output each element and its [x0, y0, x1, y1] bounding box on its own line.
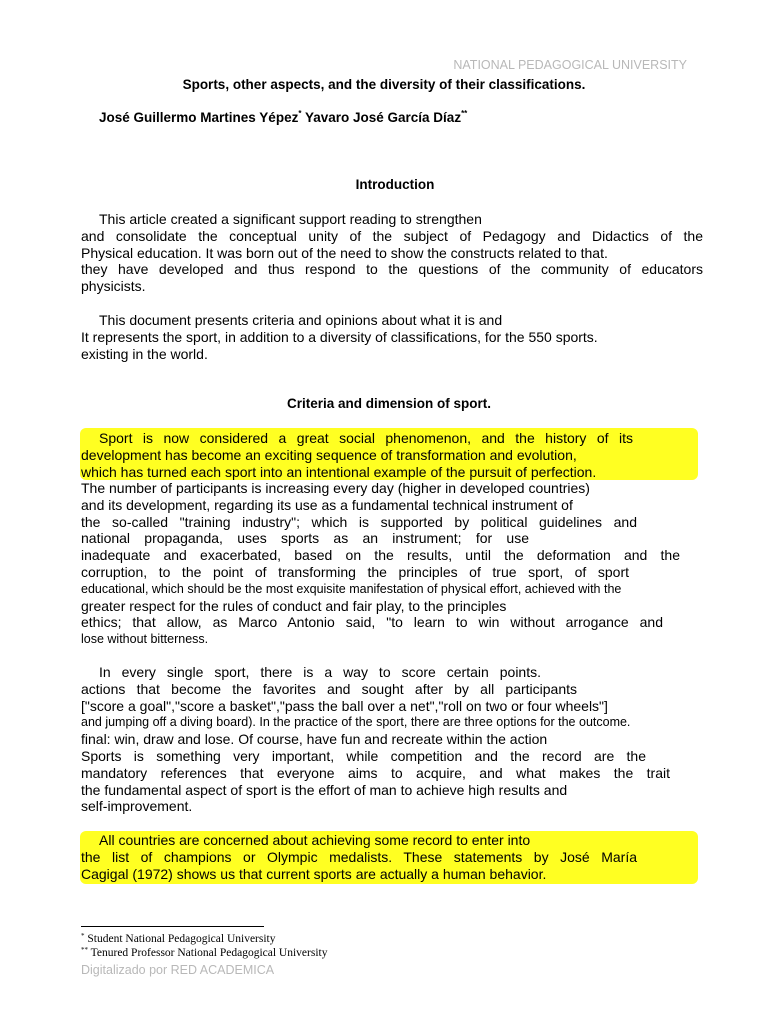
criteria-paragraph-2: [81, 664, 703, 815]
author-2: Yavaro José García Díaz: [304, 110, 462, 125]
intro-heading: Introduction: [355, 177, 435, 192]
footnote-2-mark: **: [81, 946, 88, 954]
text-line: the list of champions or Olympic medalists. These statements by José María: [81, 848, 637, 865]
page-footer: Digitalizado por RED ACADEMICA: [81, 963, 275, 977]
text-line: Sports is something very important, while competition and the record are the: [81, 747, 646, 764]
text-line: existing in the world.: [81, 345, 208, 362]
text-line: [81, 329, 657, 346]
text-line: and consolidate the conceptual unity of the subject of Pedagogy and Didactics of the: [81, 227, 703, 244]
text-line: educational, which should be the most exquisite manifestation of physical effort, achieved with the: [81, 581, 622, 596]
footnote-2-text: Tenured Professor National Pedagogical University: [90, 947, 328, 959]
text-line: This article created a significant support reading to strengthen: [99, 211, 482, 227]
intro-paragraph-2: [81, 312, 703, 362]
footnote-1-mark: *: [81, 932, 85, 940]
text-line: actions that become the favorites and sought after by all participants: [81, 680, 577, 697]
paper-title: Sports, other aspects, and the diversity of their classifications.: [182, 77, 586, 92]
text-line: the so-called "training industry"; which is supported by political guidelines and: [81, 513, 637, 530]
text-line-span: It represents the sport, in addition to a diversity of classifications, for the 550 sports.: [81, 328, 598, 345]
text-line: greater respect for the rules of conduct and fair play, to the principles: [81, 597, 507, 614]
text-line: which has turned each sport into an intentional example of the pursuit of perfection.: [81, 463, 597, 480]
text-line: inadequate and exacerbated, based on the results, until the deformation and the: [81, 547, 680, 564]
author-line: [99, 109, 467, 125]
text-line: Sport is now considered a great social phenomenon, and the history of its: [99, 430, 633, 446]
intro-paragraph-1: [81, 211, 703, 295]
footnote-2: [81, 946, 327, 959]
text-line: final: win, draw and lose. Of course, have fun and recreate within the action: [81, 731, 548, 748]
footnote-divider: [81, 926, 264, 927]
text-line: Physical education. It was born out of the need to show the constructs related to that.: [81, 244, 608, 261]
criteria-heading: Criteria and dimension of sport.: [286, 396, 492, 411]
text-line: self-improvement.: [81, 798, 193, 815]
text-line: corruption, to the point of transforming the principles of true sport, of sport: [81, 563, 629, 580]
text-line: ["score a goal","score a basket","pass the ball over a net","roll on two or four wheels"]: [81, 697, 608, 714]
text-line: national propaganda, uses sports as an instrument; for use: [81, 530, 529, 547]
text-line: and its development, regarding its use as a fundamental technical instrument of: [81, 496, 573, 513]
text-line: This document presents criteria and opinions about what it is and: [99, 312, 503, 328]
text-line: All countries are concerned about achieving some record to enter into: [99, 832, 531, 848]
text-line: ethics; that allow, as Marco Antonio said, "to learn to win without arrogance and: [81, 614, 663, 631]
page-header: NATIONAL PEDAGOGICAL UNIVERSITY: [453, 58, 687, 72]
text-line: they have developed and thus respond to the questions of the community of educators: [81, 261, 703, 278]
footnote-1-text: Student National Pedagogical University: [87, 933, 276, 945]
author-2-mark: **: [461, 109, 468, 118]
author-1-mark: *: [298, 109, 302, 118]
criteria-paragraph-1: [81, 480, 703, 648]
text-line: mandatory references that everyone aims to acquire, and what makes the trait: [81, 764, 670, 781]
criteria-paragraph-3-highlighted: [81, 832, 637, 882]
text-line: and jumping off a diving board). In the practice of the sport, there are three options for the outcome.: [81, 715, 631, 730]
criteria-paragraph-1-highlighted: [81, 430, 633, 480]
text-line: Cagigal (1972) shows us that current sports are actually a human behavior.: [81, 865, 547, 882]
text-line: The number of participants is increasing every day (higher in developed countries): [81, 480, 590, 496]
text-line: the fundamental aspect of sport is the effort of man to achieve high results and: [81, 781, 568, 798]
text-line: In every single sport, there is a way to score certain points.: [99, 664, 541, 680]
text-line: development has become an exciting sequence of transformation and evolution,: [81, 446, 577, 463]
text-line: lose without bitterness.: [81, 632, 209, 647]
text-line: physicists.: [81, 278, 146, 295]
footnote-1: [81, 932, 276, 945]
author-1: José Guillermo Martines Yépez: [99, 110, 299, 125]
